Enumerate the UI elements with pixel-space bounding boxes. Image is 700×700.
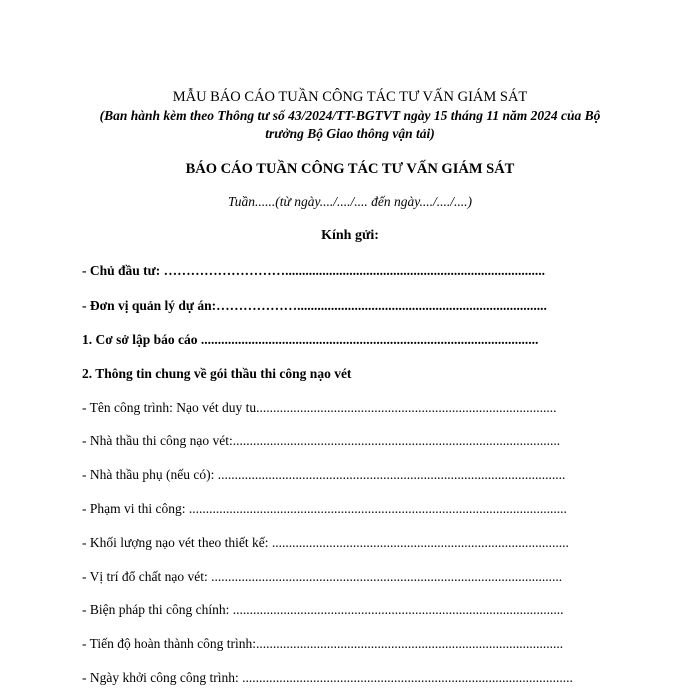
report-title: BÁO CÁO TUẦN CÔNG TÁC TƯ VẤN GIÁM SÁT [185,161,515,177]
design-volume-line: - Khối lượng nạo vét theo thiết kế: ........................................................................................ [82,535,569,550]
investor-line: - Chủ đầu tư: ………………………............................................................................. [82,263,545,278]
dredging-contractor-line: - Nhà thầu thi công nạo vét:................................................................................................. [82,433,561,448]
construction-scope-line: - Phạm vi thi công: ................................................................................................................ [82,501,567,516]
start-date-line: - Ngày khởi công công trình: .................................................................................................. [82,670,573,685]
form-subtitle-line-1: (Ban hành kèm theo Thông tư số 43/2024/TT-BGTVT ngày 15 tháng 11 năm 2024 của Bộ [99,108,601,123]
project-name-line: - Tên công trình: Nạo vét duy tu......................................................................................... [82,400,557,415]
subcontractor-line: - Nhà thầu phụ (nếu có): ....................................................................................................... [82,467,566,482]
dump-location-line: - Vị trí đổ chất nạo vét: ........................................................................................................ [82,569,563,584]
project-management-unit-line: - Đơn vị quản lý dự án:……………….......................................................................... [82,298,547,313]
completion-schedule-line: - Tiến độ hoàn thành công trình:........................................................................................... [82,636,564,651]
form-title: MẪU BÁO CÁO TUẦN CÔNG TÁC TƯ VẤN GIÁM SÁT [172,89,528,105]
form-subtitle-line-2: trưởng Bộ Giao thông vận tải) [265,126,435,141]
greeting: Kính gửi: [321,228,379,243]
section-1-basis: 1. Cơ sở lập báo cáo .................................................................................................... [82,332,539,347]
construction-method-line: - Biện pháp thi công chính: .................................................................................................. [82,602,564,617]
week-line: Tuần......(từ ngày..../..../.... đến ngày..../..../....) [228,194,472,209]
section-2-general-info: 2. Thông tin chung về gói thầu thi công nạo vét [82,366,352,381]
